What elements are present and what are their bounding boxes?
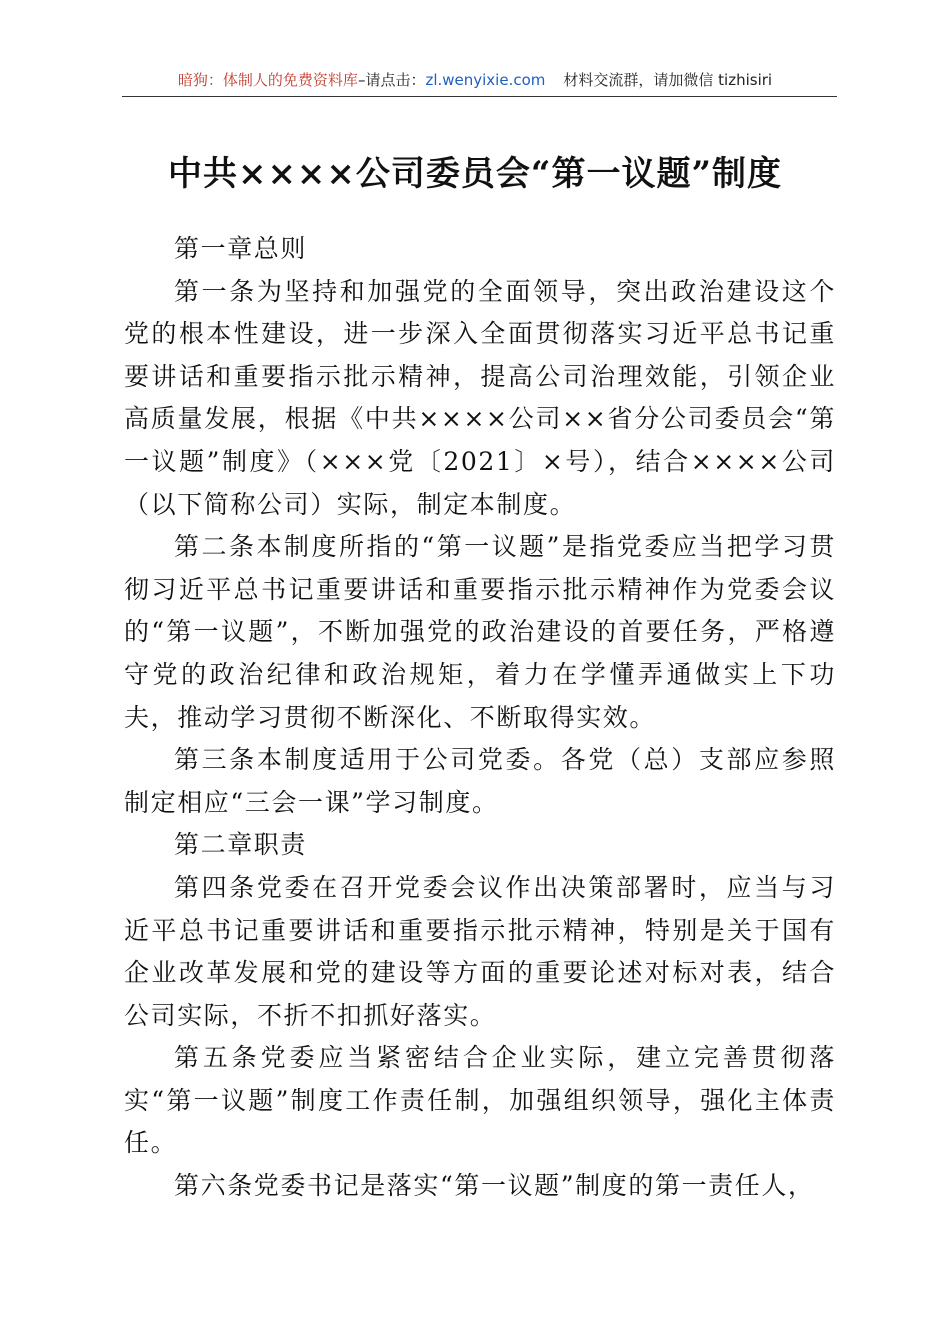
page-header [0,70,950,90]
article-paragraph: 第一条为坚持和加强党的全面领导，突出政治建设这个党的根本性建设，进一步深入全面贯彻落实习近平总书记重要讲话和重要指示批示精神，提高公司治理效能，引领企业高质量发展，根据《中共××××公司××省分公司委员会“第一议题”制度》（×××党〔2021〕×号），结合××××公司（以下简称公司）实际，制定本制度。 [124,276,836,519]
header-link[interactable]: zl.wenyixie.com [425,71,546,89]
article-paragraph: 第三条本制度适用于公司党委。各党（总）支部应参照制定相应“三会一课”学习制度。 [124,745,836,817]
article-paragraph: 第四条党委在召开党委会议作出决策部署时，应当与习近平总书记重要讲话和重要指示批示精神，特别是关于国有企业改革发展和党的建设等方面的重要论述对标对表，结合公司实际，不折不扣抓好落实。 [124,872,836,1030]
document-title: 中共××××公司委员会“第一议题”制度 [167,154,783,194]
article-paragraph: 第五条党委应当紧密结合企业实际，建立完善贯彻落实“第一议题”制度工作责任制，加强组织领导，强化主体责任。 [124,1043,836,1158]
chapter-heading: 第一章总则 [174,234,308,263]
header-contact: 材料交流群，请加微信 tizhisiri [563,71,773,89]
article-paragraph: 第六条党委书记是落实“第一议题”制度的第一责任人， [174,1171,815,1201]
article-paragraph: 第二条本制度所指的“第一议题”是指党委应当把学习贯彻习近平总书记重要讲话和重要指示批示精神作为党委会议的“第一议题”，不断加强党的政治建设的首要任务，严格遵守党的政治纪律和政治规矩，着力在学懂弄通做实上下功夫，推动学习贯彻不断深化、不断取得实效。 [124,532,836,732]
document-body [124,228,836,1208]
chapter-heading: 第二章职责 [174,830,308,860]
header-prompt: –请点击： [357,71,426,89]
header-divider [122,96,837,97]
header-brand: 暗狗：体制人的免费资料库 [177,71,358,89]
